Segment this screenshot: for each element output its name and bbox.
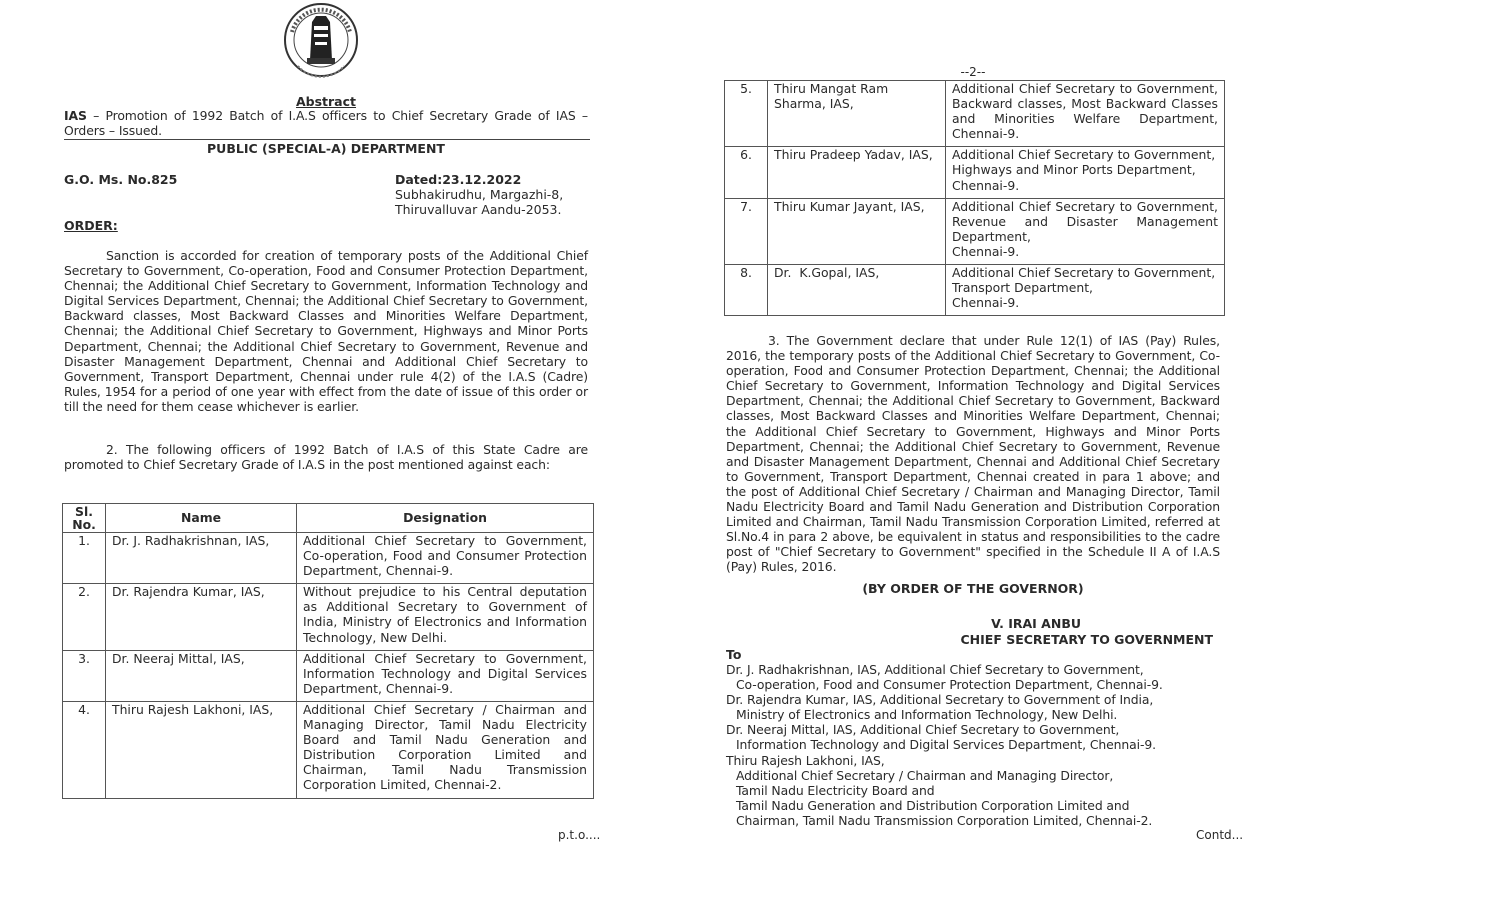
signer-name: V. IRAI ANBU [991, 616, 1081, 631]
officers-table-page-2 [724, 80, 1225, 316]
header-divider [64, 139, 590, 140]
recipient-item [726, 722, 1226, 752]
cell-designation: Without prejudice to his Central deputation as Additional Secretary to Government of India, Ministry of Electronics and Information Technology, New Delhi. [297, 584, 594, 650]
designation-line-1: Additional Chief Secretary to Government, [952, 147, 1216, 163]
cell-sl: 6. [725, 147, 768, 198]
department-title: PUBLIC (SPECIAL-A) DEPARTMENT [207, 141, 445, 156]
cell-designation [946, 198, 1225, 264]
designation-main: Additional Chief Secretary to Government, Revenue and Disaster Management Department, [952, 198, 1218, 244]
order-paragraph-1: Sanction is accorded for creation of temporary posts of the Additional Chief Secretary to Government, Co-operation, Food and Consumer Protection Department, Chennai; the Additional Chief Secretary to Government, Information Technology and Digital Services Department, Chennai; the Additional Chief Secretary to Government, Backward classes, Most Backward Classes and Minorities Welfare Department, Chennai; the Additional Chief Secretary to Government, Highways and Minor Ports Department, Chennai; the Additional Chief Secretary to Government, Revenue and Disaster Management Department, Chennai and Additional Chief Secretary to Government, Transport Department, Chennai under rule 4(2) of the I.A.S (Cadre) Rules, 1954 for a period of one year with effect from the date of issue of this order or till the need for them cease whichever is earlier. [64, 248, 588, 414]
name-line-2: Sharma, IAS, [774, 96, 854, 112]
order-heading: ORDER: [64, 218, 118, 233]
cell-sl: 5. [725, 81, 768, 147]
recipient-item [726, 753, 1226, 828]
recipient-line: Ministry of Electronics and Information Technology, New Delhi. [736, 707, 1118, 723]
signature-block [726, 616, 1213, 647]
cell-name: Dr. J. Radhakrishnan, IAS, [106, 533, 297, 584]
go-number: G.O. Ms. No.825 [64, 172, 178, 187]
order-paragraph-2: 2. The following officers of 1992 Batch of I.A.S of this State Cadre are promoted to Chief Secretary Grade of I.A.S in the post mentioned against each: [64, 442, 588, 473]
cell-name: Dr. Neeraj Mittal, IAS, [106, 650, 297, 701]
continued-note: Contd... [1196, 828, 1244, 842]
cell-designation [946, 265, 1225, 316]
recipient-line: Dr. Rajendra Kumar, IAS, Additional Secretary to Government of India, [726, 692, 1154, 708]
recipient-line: Thiru Rajesh Lakhoni, IAS, [726, 752, 885, 768]
tamil-date-line-2: Thiruvalluvar Aandu-2053. [395, 202, 562, 218]
designation-line-2: Transport Department, [952, 280, 1093, 296]
abstract-title: Abstract [295, 94, 357, 109]
designation-line-1: Additional Chief Secretary to Government, [952, 265, 1216, 281]
cell-designation [946, 147, 1225, 198]
designation-line-3: Chennai-9. [952, 177, 1020, 193]
table-header-row [63, 504, 594, 533]
dated-label: Dated:23.12.2022 [395, 172, 522, 187]
cell-name: Thiru Rajesh Lakhoni, IAS, [106, 701, 297, 798]
table-row [725, 81, 1225, 147]
page-turn-note: p.t.o.... [558, 828, 601, 842]
abstract-subject-prefix: IAS [64, 108, 87, 123]
cell-designation: Additional Chief Secretary to Government, Co-operation, Food and Consumer Protection Department, Chennai-9. [297, 533, 594, 584]
table-row [63, 650, 594, 701]
cell-designation: Additional Chief Secretary to Government, Backward classes, Most Backward Classes and Minorities Welfare Department, Chennai-9. [946, 81, 1225, 147]
recipient-line: Co-operation, Food and Consumer Protection Department, Chennai-9. [736, 677, 1163, 693]
date-block [395, 172, 563, 217]
abstract-subject [64, 108, 588, 138]
recipient-line: Dr. J. Radhakrishnan, IAS, Additional Chief Secretary to Government, [726, 662, 1144, 677]
recipient-line: Tamil Nadu Electricity Board and [736, 782, 935, 798]
cell-designation: Additional Chief Secretary / Chairman and Managing Director, Tamil Nadu Electricity Board and Tamil Nadu Generation and Distribution Corporation Limited and Chairman, Tamil Nadu Transmission Corporation Limited, Chennai-2. [297, 701, 594, 798]
cell-name [768, 81, 946, 147]
recipient-line: Additional Chief Secretary / Chairman and Managing Director, [736, 767, 1114, 783]
cell-sl: 3. [63, 650, 106, 701]
header-designation: Designation [297, 504, 594, 533]
designation-last: Chennai-9. [952, 243, 1020, 259]
to-label: To [726, 647, 742, 662]
page-number: --2-- [960, 65, 986, 79]
cell-designation: Additional Chief Secretary to Government, Information Technology and Digital Services Department, Chennai-9. [297, 650, 594, 701]
cell-sl: 4. [63, 701, 106, 798]
header-name: Name [106, 504, 297, 533]
recipient-line: Tamil Nadu Generation and Distribution Corporation Limited and [736, 797, 1130, 813]
cell-name: Thiru Kumar Jayant, IAS, [768, 198, 946, 264]
cell-name: Thiru Pradeep Yadav, IAS, [768, 147, 946, 198]
cell-sl: 1. [63, 533, 106, 584]
recipient-item [726, 662, 1226, 692]
tamil-date-line-1: Subhakirudhu, Margazhi-8, [395, 187, 564, 203]
header-sl-no: Sl. No. [63, 504, 106, 533]
cell-sl: 7. [725, 198, 768, 264]
table-row [725, 147, 1225, 198]
recipient-line: Information Technology and Digital Services Department, Chennai-9. [736, 737, 1156, 753]
abstract-subject-text: – Promotion of 1992 Batch of I.A.S officers to Chief Secretary Grade of IAS – Orders – Issued. [64, 108, 588, 139]
recipient-list [726, 662, 1226, 828]
cell-name: Dr. K.Gopal, IAS, [768, 265, 946, 316]
by-order-of-governor: (BY ORDER OF THE GOVERNOR) [862, 581, 1084, 596]
recipient-item [726, 692, 1226, 722]
table-row [725, 198, 1225, 264]
name-line-1: Thiru Mangat Ram [774, 81, 889, 96]
order-paragraph-3: 3. The Government declare that under Rule 12(1) of IAS (Pay) Rules, 2016, the temporary posts of the Additional Chief Secretary to Government, Co-operation, Food and Consumer Protection Department, Chennai; the Additional Chief Secretary to Government, Information Technology and Digital Services Department, Chennai; the Additional Chief Secretary to Government, Backward classes, Most Backward Classes and Minorities Welfare Department, Chennai; the Additional Chief Secretary to Government, Highways and Minor Ports Department, Chennai; the Additional Chief Secretary to Government, Revenue and Disaster Management Department, Chennai and Additional Chief Secretary to Government, Transport Department, Chennai created in para 1 above; and the post of Additional Chief Secretary / Chairman and Managing Director, Tamil Nadu Electricity Board and Tamil Nadu Generation and Distribution Corporation Limited and Chairman, Tamil Nadu Transmission Corporation Limited, referred at Sl.No.4 in para 2 above, be equivalent in status and responsibilities to the cadre post of "Chief Secretary to Government" specified in the Schedule II A of I.A.S (Pay) Rules, 2016. [726, 333, 1220, 575]
recipient-line: Chairman, Tamil Nadu Transmission Corporation Limited, Chennai-2. [736, 812, 1153, 828]
cell-sl: 2. [63, 584, 106, 650]
cell-sl: 8. [725, 265, 768, 316]
table-row [63, 533, 594, 584]
table-row [63, 584, 594, 650]
cell-name: Dr. Rajendra Kumar, IAS, [106, 584, 297, 650]
tamil-nadu-emblem-icon [280, 2, 362, 80]
designation-line-3: Chennai-9. [952, 295, 1020, 311]
signer-title: CHIEF SECRETARY TO GOVERNMENT [960, 631, 1213, 647]
recipient-line: Dr. Neeraj Mittal, IAS, Additional Chief Secretary to Government, [726, 722, 1120, 738]
table-row [725, 265, 1225, 316]
designation-line-2: Highways and Minor Ports Department, [952, 162, 1196, 178]
officers-table-page-1 [62, 503, 594, 799]
table-row [63, 701, 594, 798]
